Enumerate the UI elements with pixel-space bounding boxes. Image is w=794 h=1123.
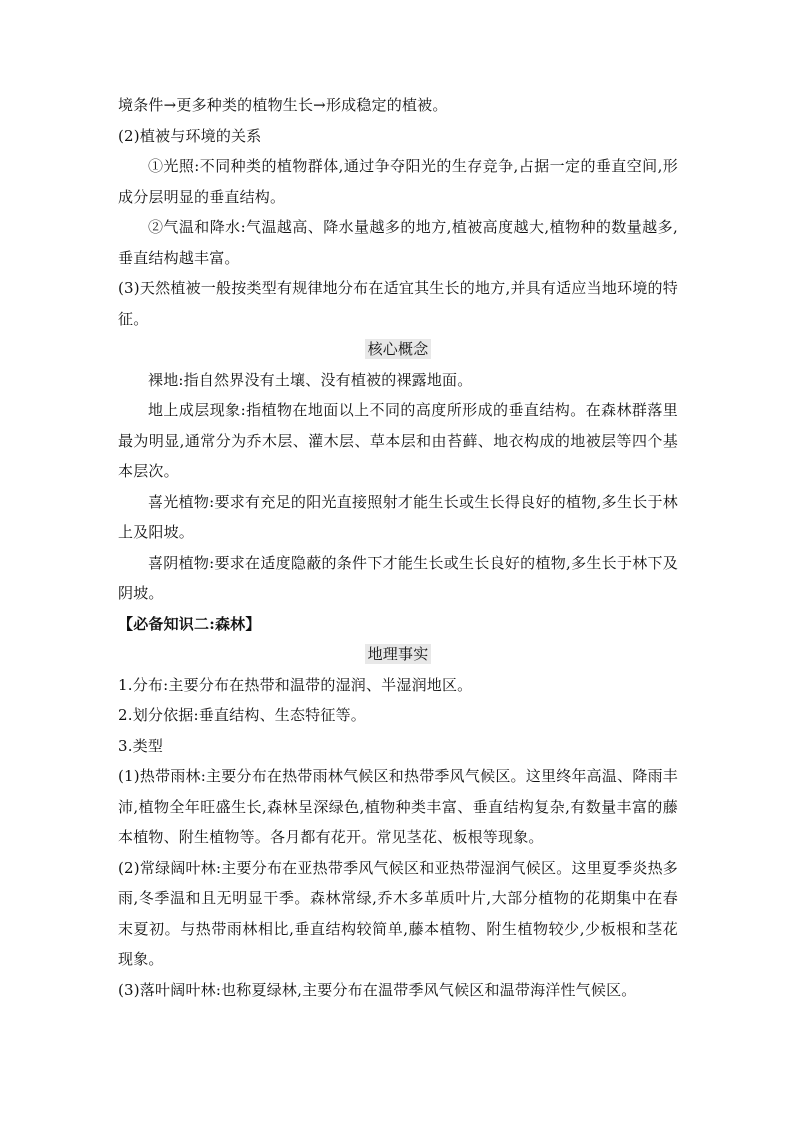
geo-facts-heading — [118, 639, 678, 670]
paragraph-evergreen: (2)常绿阔叶林:主要分布在亚热带季风气候区和亚热带湿润气候区。这里夏季炎热多雨,冬季温和且无明显干季。森林常绿,乔木多革质叶片,大部分植物的花期集中在春末夏初。与热带雨林相比,垂直结构较简单,藤本植物、附生植物较少,少板根和茎花现象。 — [118, 858, 678, 968]
paragraph-classification: 2.划分依据:垂直结构、生态特征等。 — [118, 706, 366, 724]
paragraph-bare-land: 裸地:指自然界没有土壤、没有植被的裸露地面。 — [148, 370, 473, 389]
subheading-vegetation-environment: (2)植被与环境的关系 — [118, 126, 262, 145]
section-title-forest: 【必备知识二:森林】 — [118, 614, 261, 633]
geo-facts-title: 地理事实 — [365, 644, 432, 664]
paragraph-continuation: 境条件→更多种类的植物生长→形成稳定的植被。 — [118, 96, 448, 114]
paragraph-heliophyte: 喜光植物:要求有充足的阳光直接照射才能生长或生长得良好的植物,多生长于林上及阳坡。 — [118, 492, 678, 541]
paragraph-sciophyte: 喜阴植物:要求在适度隐蔽的条件下才能生长或生长良好的植物,多生长于林下及阴坡。 — [118, 553, 678, 602]
paragraph-types-title: 3.类型 — [118, 736, 164, 755]
paragraph-rainforest: (1)热带雨林:主要分布在热带雨林气候区和热带季风气候区。这里终年高温、降雨丰沛,植物全年旺盛生长,森林呈深绿色,植物种类丰富、垂直结构复杂,有数量丰富的藤本植物、附生植物等。各月都有花开。常见茎花、板根等现象。 — [118, 767, 678, 846]
paragraph-deciduous: (3)落叶阔叶林:也称夏绿林,主要分布在温带季风气候区和温带海洋性气候区。 — [118, 980, 637, 999]
core-concepts-heading — [118, 334, 678, 365]
paragraph-natural-vegetation: (3)天然植被一般按类型有规律地分布在适宜其生长的地方,并具有适应当地环境的特征。 — [118, 279, 678, 328]
paragraph-stratification: 地上成层现象:指植物在地面以上不同的高度所形成的垂直结构。在森林群落里最为明显,通常分为乔木层、灌木层、草本层和由苔藓、地衣构成的地被层等四个基本层次。 — [118, 401, 678, 480]
document-page — [118, 90, 678, 1005]
paragraph-temp-rain: ②气温和降水:气温越高、降水量越多的地方,植被高度越大,植物种的数量越多,垂直结构越丰富。 — [118, 218, 678, 267]
core-concepts-title: 核心概念 — [365, 339, 432, 359]
paragraph-distribution: 1.分布:主要分布在热带和温带的湿润、半湿润地区。 — [118, 675, 473, 694]
paragraph-light: ①光照:不同种类的植物群体,通过争夺阳光的生存竞争,占据一定的垂直空间,形成分层明显的垂直结构。 — [118, 157, 678, 206]
